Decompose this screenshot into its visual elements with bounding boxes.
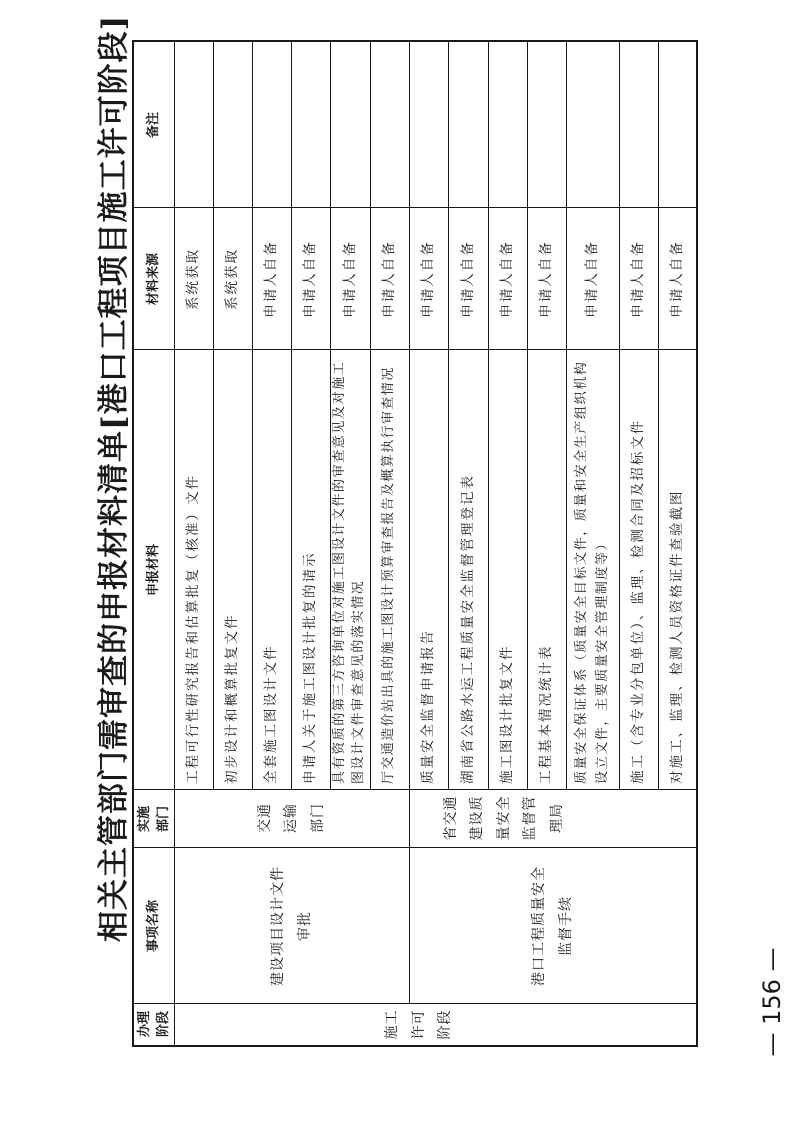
stage-cell: 施工许可阶段: [384, 1009, 454, 1040]
source-cell: 申请人自备: [420, 240, 437, 318]
header-dept: 实施部门: [136, 806, 171, 833]
source-cell: 申请人自备: [630, 240, 647, 318]
source-cell: 申请人自备: [341, 240, 358, 318]
document-title: 相关主管部门需审查的申报材料清单[港口工程项目施工许可阶段]: [96, 14, 132, 942]
dept-name: 交通运输部门: [256, 803, 326, 833]
material-cell: 工程基本情况统计表: [538, 644, 555, 784]
material-cell: 质量安全监督申请报告: [420, 629, 437, 784]
material-cell: 施工图设计批复文件: [499, 644, 516, 784]
header-source: 材料来源: [146, 253, 162, 306]
material-cell: 申请人关于施工图设计批复的请示: [302, 551, 319, 784]
material-cell: 初步设计和概算批复文件: [224, 613, 241, 784]
source-cell: 申请人自备: [499, 240, 516, 318]
material-cell: 对施工、监理、检测人员资格证件查验截图: [668, 489, 685, 784]
material-cell: 湖南省公路水运工程质量安全监督管理登记表: [459, 474, 476, 784]
source-cell: 申请人自备: [381, 240, 398, 318]
item-name: 建设项目设计文件审批: [269, 866, 313, 986]
material-cell: 质量安全保证体系（质量安全目标文件，质量和安全生产组织机构设立文件，主要质量安全管理制度等）: [573, 360, 610, 784]
material-cell: 具有资质的第三方咨询单位对施工图设计文件的审查意见及对施工图设计文件审查意见的落实情况: [332, 360, 366, 784]
item-name: 港口工程质量安全监督手续: [530, 866, 574, 986]
header-stage: 办理阶段: [136, 1011, 171, 1038]
col-divider: [134, 1003, 696, 1004]
source-cell: 申请人自备: [459, 240, 476, 318]
material-cell: 厅交通造价站出具的施工图设计预算审查报告及概算执行审查情况: [381, 366, 397, 784]
source-cell: 申请人自备: [302, 240, 319, 318]
material-cell: 工程可行性研究报告和估算批复（核准）文件: [185, 474, 202, 784]
header-item: 事项名称: [146, 900, 162, 953]
source-cell: 申请人自备: [584, 240, 601, 318]
header-material: 申报材料: [146, 544, 162, 597]
header-remark: 备注: [146, 112, 162, 139]
page-number: — 156 —: [758, 947, 786, 1057]
source-cell: 系统获取: [185, 248, 202, 310]
source-cell: 申请人自备: [668, 240, 685, 318]
material-cell: 全套施工图设计文件: [263, 644, 280, 784]
material-cell: 施工（含专业分包单位）、监理、检测合同及招标文件: [630, 418, 647, 784]
materials-table: [132, 40, 698, 1047]
source-cell: 申请人自备: [263, 240, 280, 318]
col-divider: [134, 847, 696, 848]
dept-name: 省交通建设质量安全监督管理局: [442, 795, 565, 841]
source-cell: 申请人自备: [538, 240, 555, 318]
source-cell: 系统获取: [224, 248, 241, 310]
